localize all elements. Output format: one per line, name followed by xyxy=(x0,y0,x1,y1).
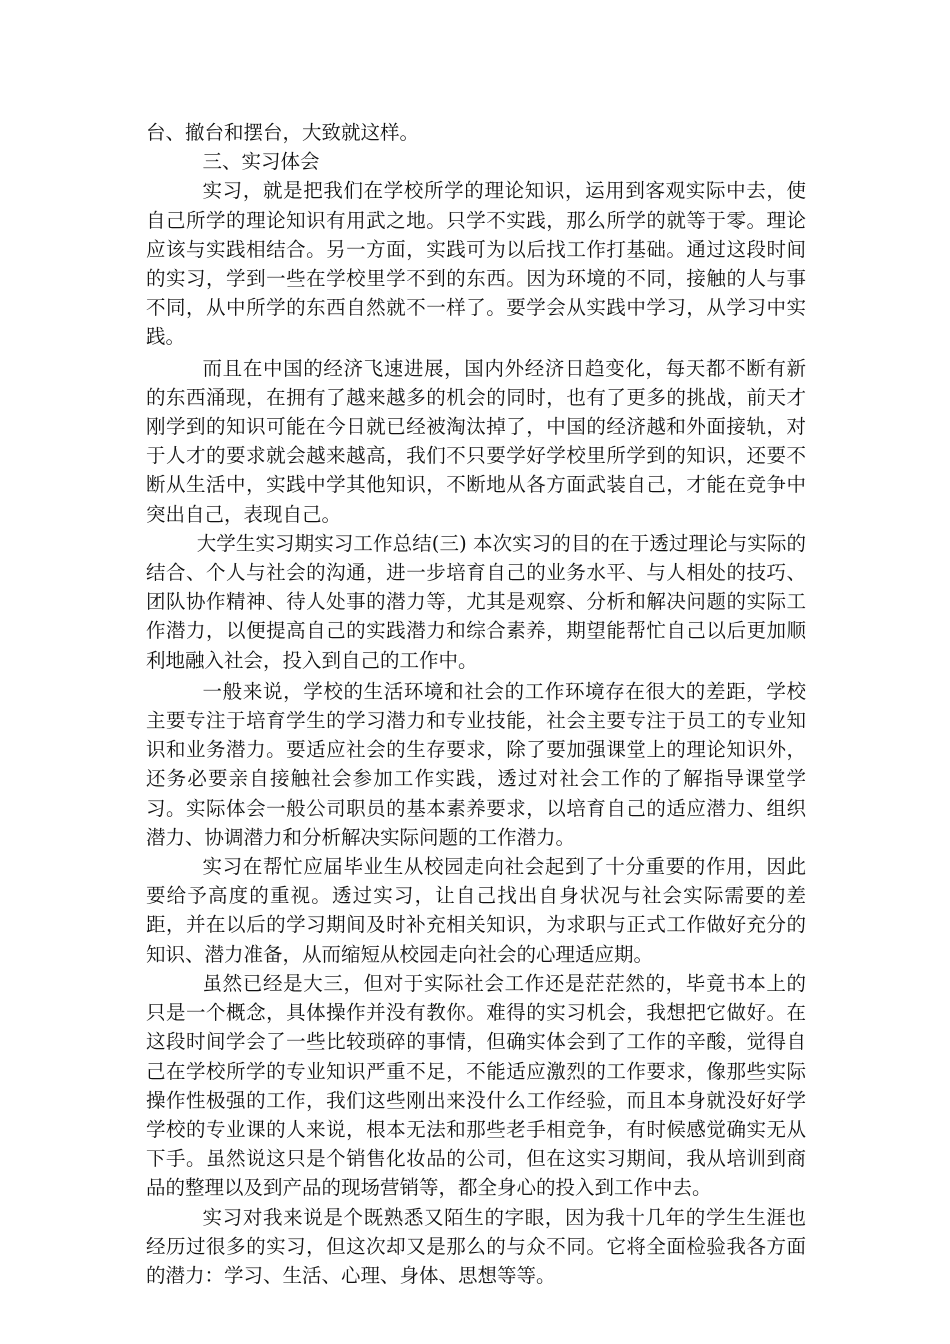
paragraph-junior-year-experience: 虽然已经是大三，但对于实际社会工作还是茫茫然的，毕竟书本上的只是一个概念，具体操作并没有教你。难得的实习机会，我想把它做好。在这段时间学会了一些比较琐碎的事情，但确实体会到了工作的辛酸，觉得自己在学校所学的专业知识严重不足，不能适应激烈的工作要求，像那些实际操作性极强的工作，我们这些刚出来没什么工作经验，而且本身就没好好学学校的专业课的人来说，根本无法和那些老手相竞争，有时候感觉确实无从下手。虽然说这只是个销售化妆品的公司，但在这实习期间，我从培训到商品的整理以及到产品的现场营销等，都全身心的投入到工作中去。 xyxy=(146,971,806,1200)
paragraph-continuation: 台、撤台和摆台，大致就这样。 xyxy=(146,121,420,144)
section-heading-internship-experience: 三、实习体会 xyxy=(202,150,320,174)
paragraph-summary-three: 大学生实习期实习工作总结(三) 本次实习的目的在于透过理论与实际的结合、个人与社会的沟通，进一步培育自己的业务水平、与人相处的技巧、团队协作精神、待人处事的潜力等，尤其是观察、分析和解决问题的实际工作潜力，以便提高自己的实践潜力和综合素养，期望能帮忙自己以后更加顺利地融入社会，投入到自己的工作中。 xyxy=(146,531,806,672)
paragraph-economic-development: 而且在中国的经济飞速进展，国内外经济日趋变化，每天都不断有新的东西涌现，在拥有了越来越多的机会的同时，也有了更多的挑战，前天才刚学到的知识可能在今日就已经被淘汰掉了，中国的经济越和外面接轨，对于人才的要求就会越来越高，我们不只要学好学校里所学到的知识，还要不断从生活中，实践中学其他知识，不断地从各方面武装自己，才能在竞争中突出自己，表现自己。 xyxy=(146,356,806,526)
paragraph-familiar-yet-strange: 实习对我来说是个既熟悉又陌生的字眼，因为我十几年的学生生涯也经历过很多的实习，但这次却又是那么的与众不同。它将全面检验我各方面的潜力：学习、生活、心理、身体、思想等等。 xyxy=(146,1205,806,1287)
document-body xyxy=(146,118,806,1290)
paragraph-importance-of-internship: 实习在帮忙应届毕业生从校园走向社会起到了十分重要的作用，因此要给予高度的重视。透过实习，让自己找出自身状况与社会实际需要的差距，并在以后的学习期间及时补充相关知识，为求职与正式工作做好充分的知识、潜力准备，从而缩短从校园走向社会的心理适应期。 xyxy=(146,855,806,966)
paragraph-internship-definition: 实习，就是把我们在学校所学的理论知识，运用到客观实际中去，使自己所学的理论知识有用武之地。只学不实践，那么所学的就等于零。理论应该与实践相结合。另一方面，实践可为以后找工作打基础。通过这段时间的实习，学到一些在学校里学不到的东西。因为环境的不同，接触的人与事不同，从中所学的东西自然就不一样了。要学会从实践中学习，从学习中实践。 xyxy=(146,179,806,349)
paragraph-school-vs-society: 一般来说，学校的生活环境和社会的工作环境存在很大的差距，学校主要专注于培育学生的学习潜力和专业技能，社会主要专注于员工的专业知识和业务潜力。要适应社会的生存要求，除了要加强课堂上的理论知识外，还务必要亲自接触社会参加工作实践，透过对社会工作的了解指导课堂学习。实际体会一般公司职员的基本素养要求，以培育自己的适应潜力、组织潜力、协调潜力和分析解决实际问题的工作潜力。 xyxy=(146,679,806,849)
